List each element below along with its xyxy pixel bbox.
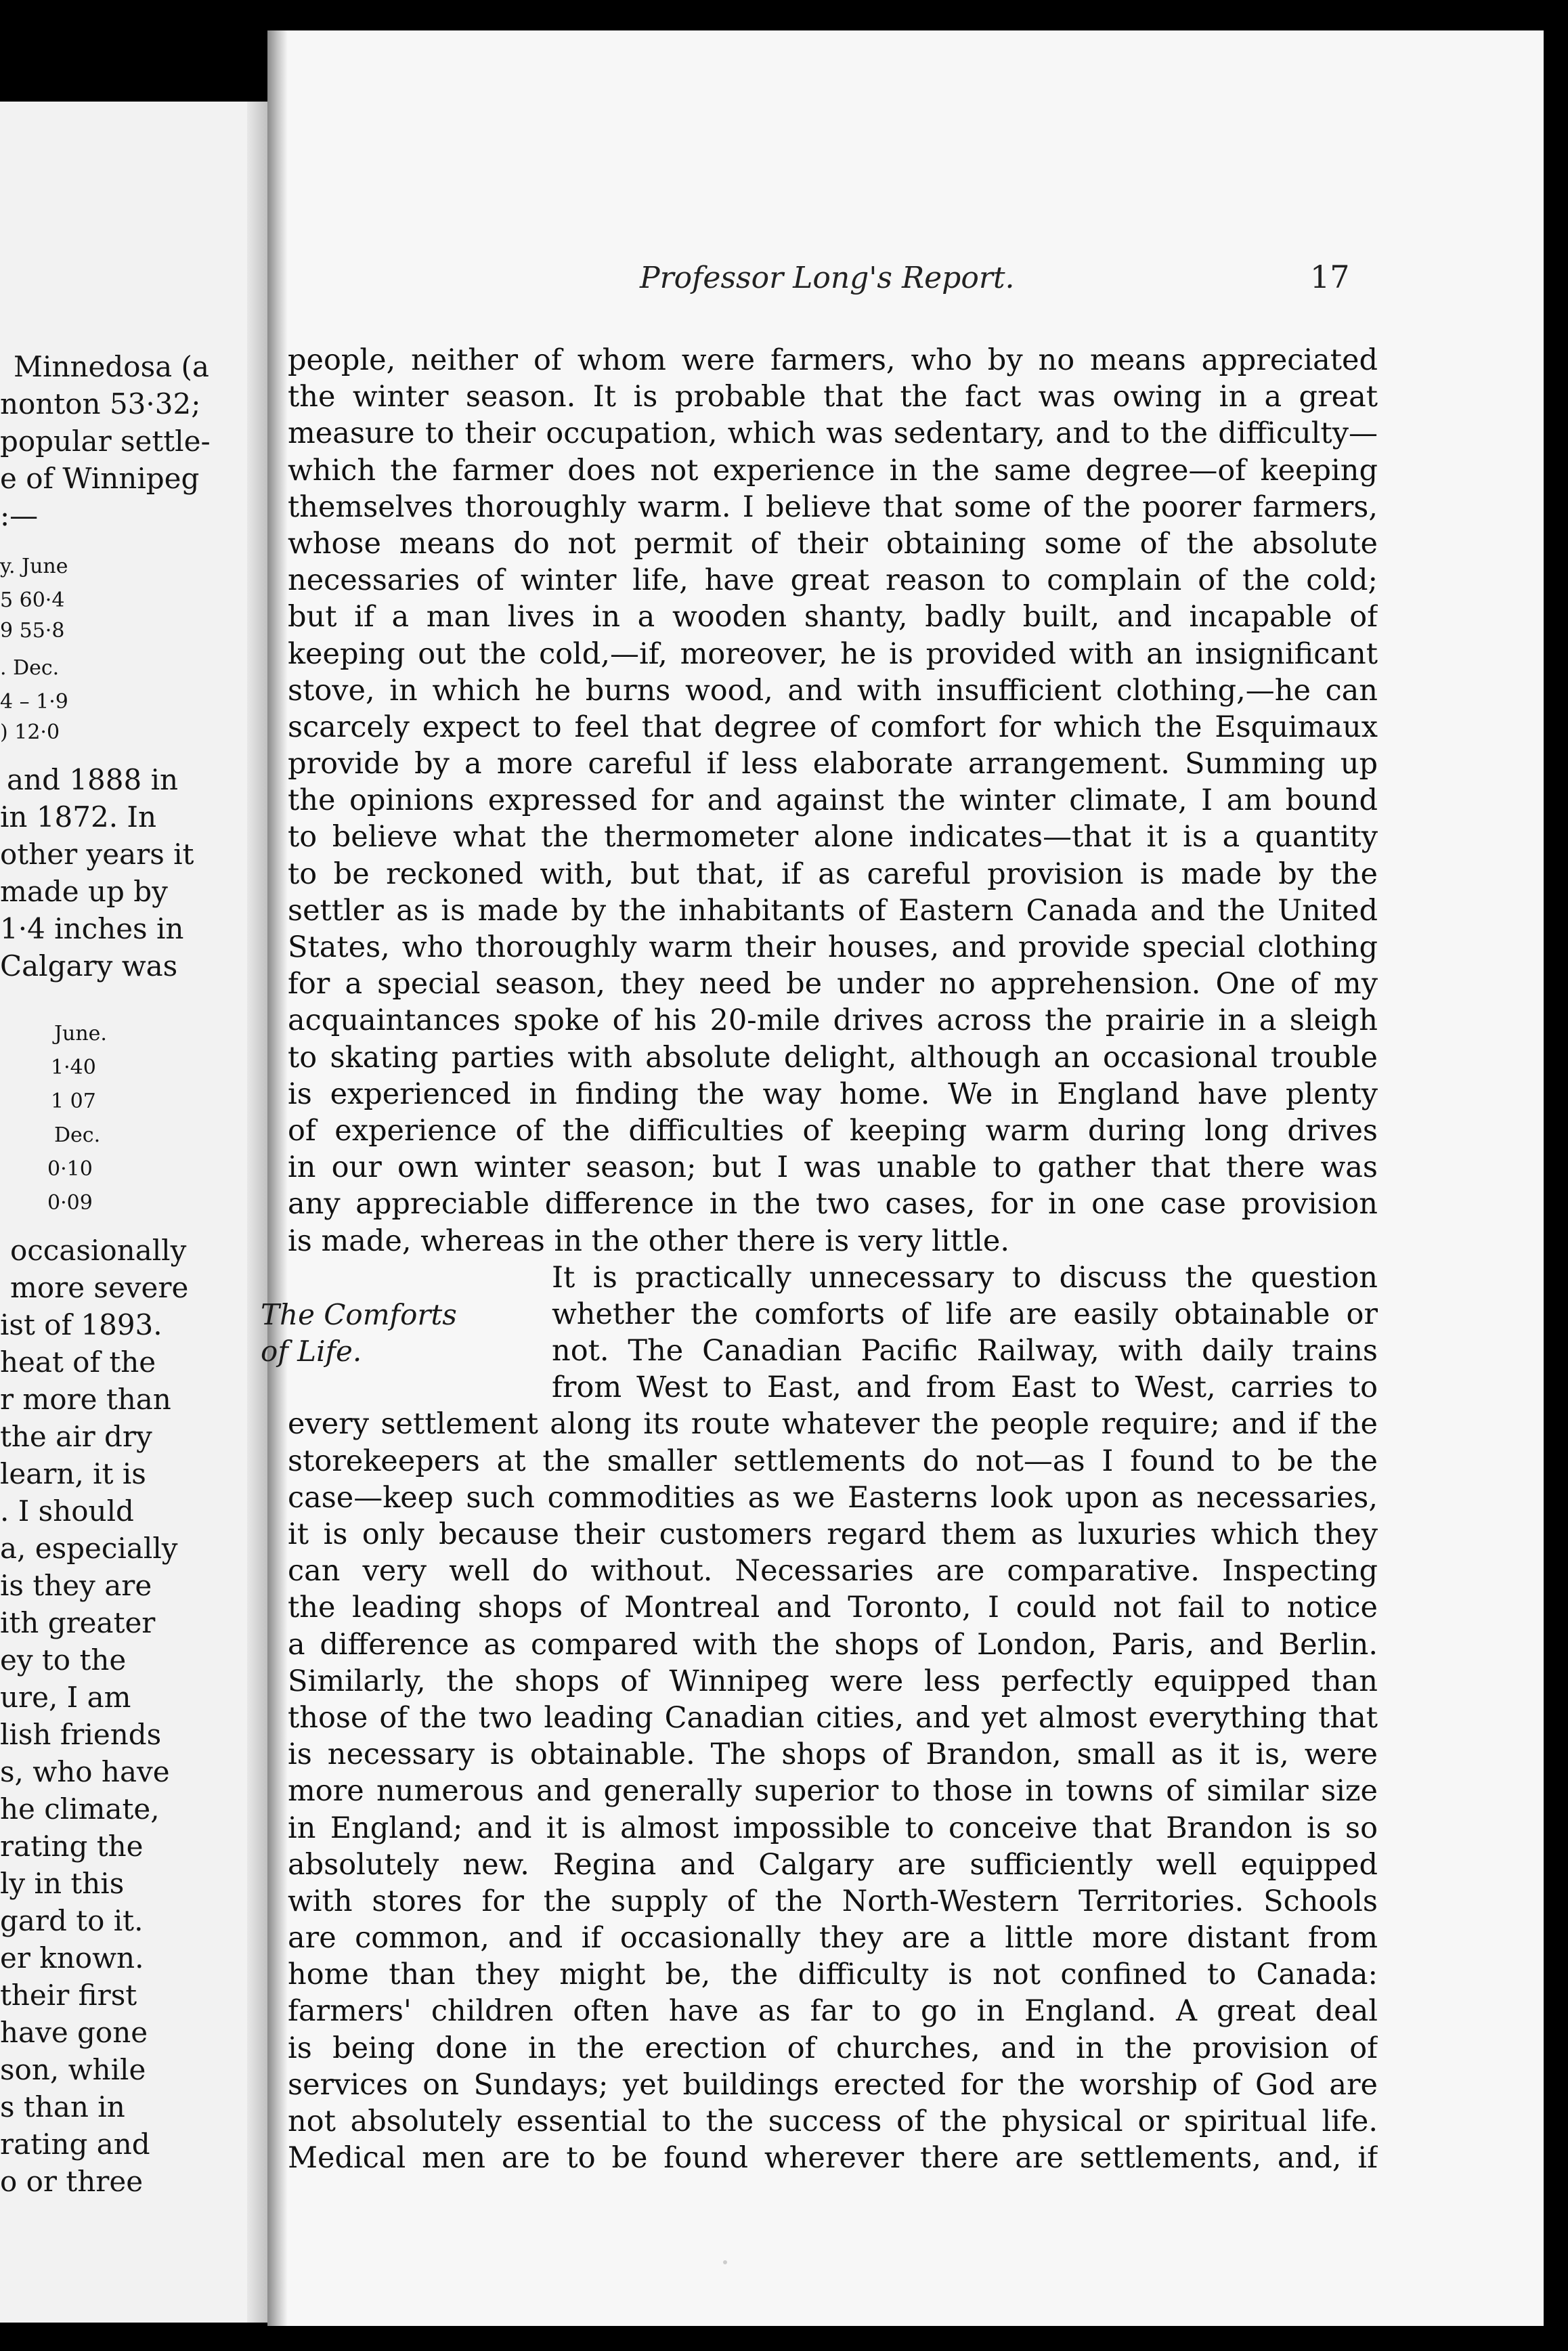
left-text-line: 1 07 <box>51 1090 96 1113</box>
text-line: storekeepers at the smaller settlements do not—as I found to be the <box>288 1444 1378 1478</box>
text-line: any appreciable difference in the two cases, for in one case provision <box>288 1187 1378 1222</box>
left-text-line: ith greater <box>0 1606 156 1639</box>
left-text-line: . Dec. <box>0 656 60 680</box>
left-text-line: he climate, <box>0 1792 160 1826</box>
left-text-line: popular settle- <box>0 425 211 458</box>
left-text-line: lish friends <box>0 1718 162 1751</box>
text-line: is being done in the erection of churches, and in the provision of <box>288 2031 1378 2065</box>
text-line: of experience of the difficulties of keeping warm during long drives <box>288 1113 1378 1148</box>
text-line: to skating parties with absolute delight, although an occasional trouble <box>288 1040 1378 1075</box>
text-line: It is practically unnecessary to discuss the question <box>552 1260 1378 1295</box>
left-text-line: 0·09 <box>47 1191 93 1215</box>
text-line: themselves thoroughly warm. I believe that some of the poorer farmers, <box>288 490 1378 524</box>
text-line: to be reckoned with, but that, if as careful provision is made by the <box>288 857 1378 891</box>
text-line: Medical men are to be found wherever there are settlements, and, if <box>288 2141 1378 2176</box>
left-text-line: other years it <box>0 838 194 871</box>
text-line: measure to their occupation, which was sedentary, and to the difficulty— <box>288 416 1378 451</box>
text-line: States, who thoroughly warm their houses, and provide special clothing <box>288 930 1378 964</box>
spine-shadow <box>267 30 288 2326</box>
text-line: in England; and it is almost impossible to conceive that Brandon is so <box>288 1811 1378 1845</box>
text-line: it is only because their customers regard them as luxuries which they <box>288 1517 1378 1551</box>
text-line: home than they might be, the difficulty is not confined to Canada: <box>288 1958 1378 1992</box>
text-line: whether the comforts of life are easily obtainable or <box>552 1297 1378 1331</box>
left-text-line: June. <box>54 1022 107 1045</box>
left-text-line: learn, it is <box>0 1457 146 1490</box>
left-text-line: er known. <box>0 1941 144 1975</box>
left-text-line: 4 – 1·9 <box>0 690 68 714</box>
left-text-line: Minnedosa (a <box>14 350 209 383</box>
text-line: are common, and if occasionally they are a little more distant from <box>288 1921 1378 1956</box>
text-line: not absolutely essential to the success of the physical or spiritual life. <box>288 2105 1378 2138</box>
left-text-line: have gone <box>0 2016 148 2049</box>
text-line: scarcely expect to feel that degree of comfort for which the Esquimaux <box>288 710 1378 744</box>
left-text-line: in 1872. In <box>0 800 157 834</box>
text-line: is experienced in finding the way home. We in England have plenty <box>288 1077 1378 1111</box>
text-line: those of the two leading Canadian cities, and yet almost everything that <box>288 1700 1378 1735</box>
text-line: with stores for the supply of the North-Western Territories. Schools <box>288 1884 1378 1918</box>
text-line: in our own winter season; but I was unable to gather that there was <box>288 1150 1378 1185</box>
text-line: not. The Canadian Pacific Railway, with daily trains <box>552 1334 1378 1368</box>
left-text-line: made up by <box>0 875 168 908</box>
side-note-line-1: The Comforts <box>261 1298 457 1331</box>
text-line: case—keep such commodities as we Easterns look upon as necessaries, <box>288 1480 1378 1515</box>
left-text-line: y. June <box>0 555 68 578</box>
text-line: the leading shops of Montreal and Toronto, I could not fail to notice <box>288 1591 1378 1625</box>
text-line: more numerous and generally superior to those in towns of similar size <box>288 1774 1378 1809</box>
left-text-line: a, especially <box>0 1532 178 1565</box>
text-line: whose means do not permit of their obtaining some of the absolute <box>288 526 1378 561</box>
left-text-line: rating the <box>0 1830 144 1863</box>
left-text-line: 1·40 <box>51 1056 96 1079</box>
left-text-line: ure, I am <box>0 1681 131 1714</box>
left-text-line: 0·10 <box>47 1157 93 1181</box>
text-line: from West to East, and from East to West, carries to <box>552 1371 1378 1405</box>
paper-speck <box>723 2260 727 2264</box>
text-line: can very well do without. Necessaries are comparative. Inspecting <box>288 1554 1378 1589</box>
text-line: acquaintances spoke of his 20-mile drives across the prairie in a sleigh <box>288 1004 1378 1038</box>
left-text-line: is they are <box>0 1569 152 1602</box>
text-line: the winter season. It is probable that the fact was owing in a great <box>288 380 1378 414</box>
left-text-line: gard to it. <box>0 1904 144 1937</box>
left-text-line: . I should <box>0 1494 134 1528</box>
text-line: farmers' children often have as far to go in England. A great deal <box>288 1994 1378 2029</box>
left-text-line: nonton 53·32; <box>0 387 201 420</box>
text-line: services on Sundays; yet buildings erected for the worship of God are <box>288 2067 1378 2102</box>
text-line: keeping out the cold,—if, moreover, he is provided with an insignificant <box>288 637 1378 671</box>
left-text-line: Calgary was <box>0 949 178 983</box>
body-text <box>288 342 1378 2176</box>
text-line: provide by a more careful if less elaborate arrangement. Summing up <box>288 747 1378 781</box>
left-text-line: o or three <box>0 2165 144 2198</box>
text-line: the opinions expressed for and against the winter climate, I am bound <box>288 783 1378 818</box>
text-line: for a special season, they need be under no apprehension. One of my <box>288 967 1378 1001</box>
left-text-line: more severe <box>10 1271 189 1304</box>
left-text-line: the air dry <box>0 1420 152 1453</box>
left-text-line: s, who have <box>0 1755 170 1788</box>
text-line: every settlement along its route whatever the people require; and if the <box>288 1407 1378 1442</box>
left-text-line: ly in this <box>0 1867 125 1900</box>
text-line: is necessary is obtainable. The shops of Brandon, small as it is, were <box>288 1738 1378 1772</box>
left-text-line: 9 55·8 <box>0 619 65 643</box>
page-number: 17 <box>1310 259 1350 295</box>
text-line: Similarly, the shops of Winnipeg were less perfectly equipped than <box>288 1664 1378 1698</box>
text-line: settler as is made by the inhabitants of Eastern Canada and the United <box>288 893 1378 928</box>
left-text-line: occasionally <box>10 1234 187 1267</box>
running-head: Professor Long's Report. <box>640 261 1015 295</box>
text-line: absolutely new. Regina and Calgary are sufficiently well equipped <box>288 1847 1378 1882</box>
text-line: stove, in which he burns wood, and with insufficient clothing,—he can <box>288 673 1378 708</box>
text-line: is made, whereas in the other there is very little. <box>288 1224 1010 1258</box>
left-text-line: Dec. <box>54 1123 101 1147</box>
text-line: necessaries of winter life, have great reason to complain of the cold; <box>288 563 1378 598</box>
left-text-line: 1·4 inches in <box>0 912 184 945</box>
left-text-line: their first <box>0 1979 137 2012</box>
left-text-line: son, while <box>0 2053 146 2086</box>
left-text-line: rating and <box>0 2128 150 2161</box>
left-text-line: s than in <box>0 2090 125 2123</box>
text-line: people, neither of whom were farmers, who by no means appreciated <box>288 343 1378 377</box>
text-line: a difference as compared with the shops of London, Paris, and Berlin. <box>288 1627 1378 1662</box>
left-text-line: r more than <box>0 1383 171 1416</box>
text-line: to believe what the thermometer alone indicates—that it is a quantity <box>288 820 1378 855</box>
left-text-line: :— <box>0 499 39 532</box>
left-text-line: and 1888 in <box>7 763 179 796</box>
left-text-line: heat of the <box>0 1345 156 1379</box>
left-text-line: ist of 1893. <box>0 1308 162 1341</box>
left-text-line: ) 12·0 <box>0 720 60 744</box>
text-line: but if a man lives in a wooden shanty, badly built, and incapable of <box>288 600 1378 634</box>
text-line: which the farmer does not experience in the same degree—of keeping <box>288 453 1378 488</box>
left-text-line: 5 60·4 <box>0 588 65 612</box>
left-text-line: e of Winnipeg <box>0 462 200 495</box>
left-text-line: ey to the <box>0 1643 127 1677</box>
side-note-line-2: of Life. <box>261 1335 362 1368</box>
